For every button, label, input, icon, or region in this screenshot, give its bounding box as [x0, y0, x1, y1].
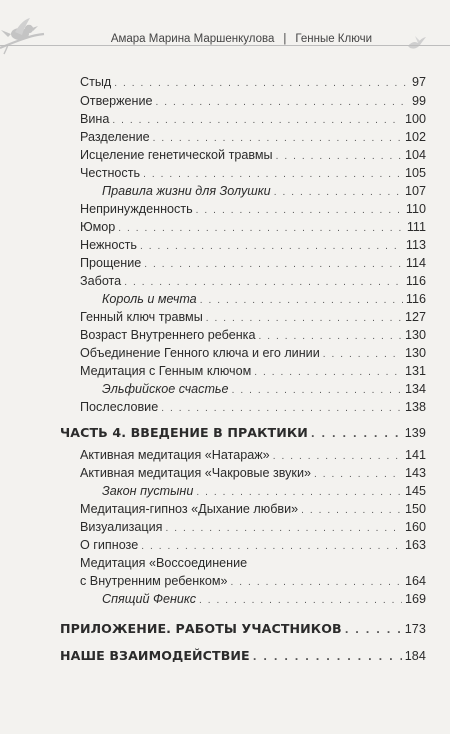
- toc-entry-page: 134: [404, 382, 426, 396]
- toc-entry[interactable]: [80, 573, 426, 591]
- header-book-title: Генные Ключи: [295, 33, 372, 45]
- toc-entry-page: 150: [404, 502, 426, 516]
- toc-entry-page: 138: [404, 400, 426, 414]
- toc-entry-title: Визуализация: [80, 520, 163, 534]
- toc-leader: [231, 575, 402, 591]
- toc-entry[interactable]: [80, 465, 426, 483]
- toc-entry-title: Объединение Генного ключа и его линии: [80, 346, 320, 360]
- toc-entry-title-line1[interactable]: Медитация «Воссоединение: [80, 556, 248, 570]
- toc-entry-page: 130: [404, 346, 426, 360]
- toc-entry-page: 111: [406, 220, 426, 234]
- toc-entry-title: ПРИЛОЖЕНИЕ. РАБОТЫ УЧАСТНИКОВ: [60, 621, 342, 636]
- toc-entry-page: 116: [405, 274, 426, 288]
- toc-entry-sub[interactable]: [102, 183, 426, 201]
- toc-leader: [311, 427, 402, 443]
- toc-entry-sub[interactable]: [102, 381, 426, 399]
- toc-entry-page: 104: [404, 148, 426, 162]
- toc-entry-title: Послесловие: [80, 400, 159, 414]
- toc-entry-title: Честность: [80, 166, 141, 180]
- toc-entry-title: Медитация с Генным ключом: [80, 364, 252, 378]
- toc-leader: [301, 503, 402, 519]
- toc-entry[interactable]: [80, 399, 426, 417]
- toc-entry-page: 131: [404, 364, 426, 378]
- toc-entry-title: Забота: [80, 274, 122, 288]
- toc-leader: [118, 221, 404, 237]
- toc-entry[interactable]: [80, 537, 426, 555]
- toc-entry[interactable]: [80, 129, 426, 147]
- toc-entry-page: 107: [404, 184, 426, 198]
- toc-entry-title: ЧАСТЬ 4. ВВЕДЕНИЕ В ПРАКТИКИ: [60, 425, 308, 440]
- toc-entry-title: Спящий Феникс: [102, 592, 197, 606]
- toc-entry-title: Медитация-гипноз «Дыхание любви»: [80, 502, 299, 516]
- toc-entry-page: 105: [404, 166, 426, 180]
- toc-entry-title: Юмор: [80, 220, 116, 234]
- toc-leader: [314, 467, 402, 483]
- toc-entry-title: Разделение: [80, 130, 150, 144]
- toc-entry[interactable]: [80, 165, 426, 183]
- toc-entry-title: Отвержение: [80, 94, 153, 108]
- toc-entry-page: 116: [405, 292, 426, 306]
- toc-entry-page: 139: [404, 426, 426, 440]
- toc-entry-page: 184: [404, 649, 426, 663]
- toc-leader: [206, 311, 402, 327]
- toc-entry-title: О гипнозе: [80, 538, 139, 552]
- header-author: Амара Марина Маршенкулова: [110, 33, 275, 45]
- toc-entry-title: Генный ключ травмы: [80, 310, 203, 324]
- toc-entry[interactable]: [80, 219, 426, 237]
- toc-leader: [196, 203, 403, 219]
- toc-entry-title-line2: с Внутренним ребенком»: [80, 574, 228, 588]
- toc-entry-title: Активная медитация «Чакровые звуки»: [80, 466, 311, 480]
- toc-entry-title: Вина: [80, 112, 110, 126]
- header-rule: [0, 45, 450, 46]
- toc-leader: [274, 185, 402, 201]
- toc-entry[interactable]: [80, 345, 426, 363]
- toc-part-heading[interactable]: [60, 425, 426, 443]
- header-separator: |: [283, 33, 287, 45]
- toc-entry-title: Закон пустыни: [102, 484, 194, 498]
- toc-entry[interactable]: [80, 201, 426, 219]
- toc-entry-title: Возраст Внутреннего ребенка: [80, 328, 256, 342]
- toc-entry-title: Прощение: [80, 256, 142, 270]
- toc-entry-page: 113: [405, 238, 426, 252]
- toc-entry[interactable]: [80, 327, 426, 345]
- toc-leader: [156, 95, 409, 111]
- toc-entry-page: 141: [404, 448, 426, 462]
- toc-entry-title: Правила жизни для Золушки: [102, 184, 271, 198]
- toc-entry-title: Нежность: [80, 238, 137, 252]
- toc-entry-page: 145: [404, 484, 426, 498]
- toc-leader: [258, 329, 402, 345]
- toc-leader: [345, 623, 402, 639]
- toc-leader: [253, 650, 402, 666]
- toc-entry[interactable]: [80, 309, 426, 327]
- toc-entry-page: 110: [405, 202, 426, 216]
- toc-part-heading[interactable]: [60, 648, 426, 666]
- toc-entry-page: 163: [404, 538, 426, 552]
- toc-entry[interactable]: [80, 74, 426, 92]
- toc-leader: [276, 149, 402, 165]
- toc-leader: [196, 485, 402, 501]
- toc-leader: [161, 401, 402, 417]
- toc-leader: [112, 113, 402, 129]
- toc-entry[interactable]: [80, 273, 426, 291]
- toc-entry-page: 169: [404, 592, 426, 606]
- toc-leader: [200, 293, 403, 309]
- toc-leader: [232, 383, 402, 399]
- toc-entry-page: 114: [405, 256, 426, 270]
- toc-entry[interactable]: [80, 501, 426, 519]
- toc-entry[interactable]: [80, 447, 426, 465]
- toc-entry-sub[interactable]: [102, 591, 426, 609]
- toc-entry-sub[interactable]: [102, 291, 426, 309]
- toc-leader: [273, 449, 402, 465]
- toc-entry-page: 97: [411, 75, 426, 89]
- toc-entry[interactable]: [80, 519, 426, 537]
- toc-entry-page: 164: [404, 574, 426, 588]
- toc-entry[interactable]: [80, 111, 426, 129]
- toc-leader: [153, 131, 402, 147]
- toc-entry-page: 143: [404, 466, 426, 480]
- toc-entry-page: 99: [411, 94, 426, 108]
- toc-leader: [254, 365, 402, 381]
- toc-entry[interactable]: [80, 255, 426, 273]
- toc-leader: [199, 593, 402, 609]
- toc-leader: [143, 167, 402, 183]
- toc-entry-page: 127: [404, 310, 426, 324]
- toc-leader: [144, 257, 403, 273]
- toc-entry[interactable]: [80, 147, 426, 165]
- toc-entry-title: Исцеление генетической травмы: [80, 148, 273, 162]
- toc-leader: [114, 76, 409, 92]
- toc-entry-title: Активная медитация «Натараж»: [80, 448, 270, 462]
- toc-leader: [323, 347, 402, 363]
- toc-entry-title: Эльфийское счастье: [102, 382, 229, 396]
- toc-entry-page: 160: [404, 520, 426, 534]
- toc-entry-page: 130: [404, 328, 426, 342]
- toc-entry-page: 173: [404, 622, 426, 636]
- toc-entry-title: НАШЕ ВЗАИМОДЕЙСТВИЕ: [60, 648, 250, 663]
- toc-entry-title: Король и мечта: [102, 292, 197, 306]
- toc-entry-title: Стыд: [80, 75, 112, 89]
- header-text: [111, 33, 372, 45]
- toc-entry-page: 102: [404, 130, 426, 144]
- bird-on-branch-icon: [0, 8, 50, 61]
- toc-leader: [140, 239, 403, 255]
- toc-leader: [141, 539, 402, 555]
- running-header: [0, 0, 450, 60]
- toc-entry-sub[interactable]: [102, 483, 426, 501]
- toc-entry[interactable]: [80, 363, 426, 381]
- toc-part-heading[interactable]: [60, 621, 426, 639]
- toc-entry-title: Непринужденность: [80, 202, 193, 216]
- toc-entry-page: 100: [404, 112, 426, 126]
- toc-leader: [124, 275, 403, 291]
- toc-entry[interactable]: [80, 237, 426, 255]
- toc-entry[interactable]: [80, 93, 426, 111]
- toc-leader: [165, 521, 402, 537]
